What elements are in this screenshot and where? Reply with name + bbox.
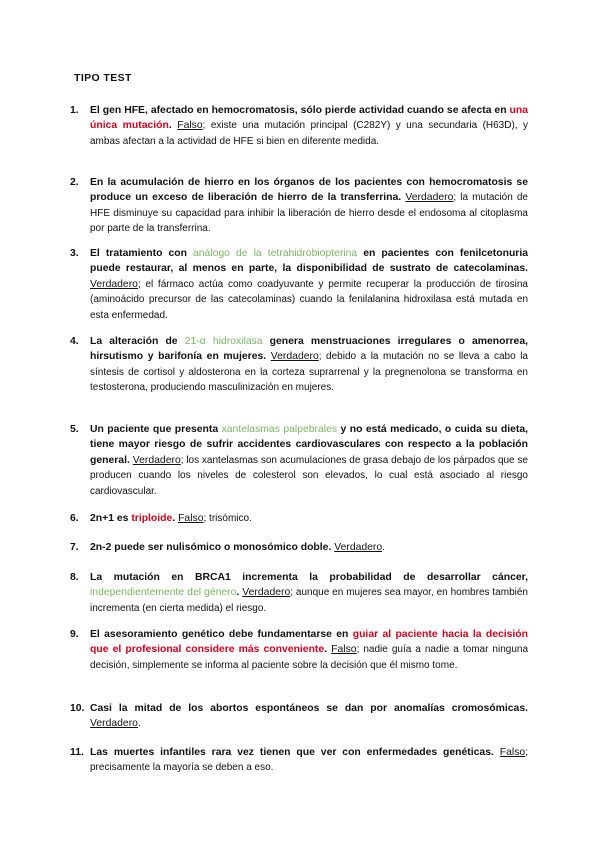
explanation: ; existe una mutación principal (C282Y) y una secundaria (H63D), y ambas afectan a la actividad de HFE si bien en diferente medida. [90, 120, 528, 147]
question-number: 1. [70, 105, 79, 116]
question-8 [70, 570, 528, 616]
highlight-green: xantelasmas palpebrales [221, 424, 338, 435]
answer-label: Verdadero [90, 718, 138, 730]
question-text: La alteración de [90, 336, 185, 347]
question-text-end: . [324, 644, 332, 656]
question-text: 2n-2 puede ser nulisómico o monosómico doble. [90, 542, 335, 553]
answer-label: Falso [331, 644, 357, 656]
answer-label: Verdadero [405, 192, 454, 204]
question-number: 11. [70, 747, 84, 758]
answer-label: Verdadero [334, 542, 383, 553]
question-text: El gen HFE, afectado en hemocromatosis, sólo pierde actividad cuando se afecta en [90, 105, 510, 116]
explanation: ; el fármaco actúa como coadyuvante y permite recuperar la producción de tirosina (aminoácido precursor de las catecolaminas) cuando la fenilalanina hidroxilasa está mutada en esta enfermedad. [90, 278, 528, 321]
page-title: TIPO TEST [74, 72, 132, 84]
question-number: 4. [70, 336, 79, 347]
answer-label: Verdadero [270, 351, 319, 363]
question-text: Un paciente que presenta [90, 424, 222, 435]
question-number: 7. [70, 542, 79, 553]
explanation: ; trisómico. [203, 513, 252, 524]
question-11 [70, 745, 528, 776]
explanation: ; los xantelasmas son acumulaciones de grasa debajo de los párpados que se producen cuando los niveles de colesterol son elevados, lo cual está asociado al riesgo cardiovascular. [90, 454, 528, 497]
question-2 [70, 175, 528, 237]
question-10 [70, 701, 528, 732]
highlight-red: triploide [131, 513, 173, 524]
question-text-end: . [172, 513, 179, 524]
question-text: En la acumulación de hierro en los órganos de los pacientes con hemocromatosis se produce un exceso de liberación de hierro de la transferrina. [90, 177, 528, 204]
answer-label: Verdadero [90, 278, 138, 290]
highlight-green: 21-α hidroxilasa [184, 336, 263, 347]
answer-label: Falso [499, 747, 526, 758]
question-text: Las muertes infantiles rara vez tienen que ver con enfermedades genéticas. [90, 747, 500, 758]
question-text: El asesoramiento genético debe fundamentarse en [90, 629, 353, 640]
question-number: 6. [70, 513, 79, 524]
question-text: El tratamiento con [90, 248, 193, 259]
question-5 [70, 422, 528, 499]
answer-label: Falso [177, 120, 203, 132]
question-text-end: . [168, 120, 178, 132]
question-number: 2. [70, 177, 79, 188]
question-text: La mutación en BRCA1 incrementa la probabilidad de desarrollar cáncer, [90, 572, 528, 583]
highlight-red: una única mutación [90, 105, 528, 132]
question-number: 5. [70, 424, 79, 435]
question-4 [70, 334, 528, 396]
question-text-end: y no está medicado, o cuida su dieta, tiene mayor riesgo de sufrir accidentes cardiovasculares con respecto a la población general. [90, 424, 528, 466]
question-number: 3. [70, 248, 79, 259]
explanation: . [137, 718, 141, 730]
question-text-end: . [236, 587, 243, 599]
answer-label: Falso [178, 513, 204, 524]
highlight-red: guiar al paciente hacia la decisión que el profesional considere más conveniente [90, 629, 528, 656]
explanation: ; debido a la mutación no se lleva a cabo la síntesis de cortisol y aldosterona en la corteza suprarrenal y la pregnenolona se transforma en testosterona, produciendo masculinización en mujeres. [90, 351, 528, 394]
question-text: Casi la mitad de los abortos espontáneos se dan por anomalías cromosómicas. [90, 703, 528, 714]
question-number: 10. [70, 703, 85, 714]
answer-label: Verdadero [132, 454, 181, 466]
explanation: ; la mutación de HFE disminuye su capacidad para inhibir la liberación de hierro desde el endosoma al citoplasma por parte de la transferrina. [90, 192, 528, 235]
question-3 [70, 246, 528, 323]
question-number: 9. [70, 629, 79, 640]
answer-label: Verdadero [242, 587, 291, 599]
explanation: ; nadie guía a nadie a tomar ninguna decisión, simplemente se informa al paciente sobre la decisión que él mismo tome. [90, 644, 529, 671]
question-number: 8. [70, 572, 79, 583]
highlight-green: independientemente del género [90, 587, 237, 599]
question-9 [70, 627, 529, 673]
highlight-green: análogo de la tetrahidrobiopterina [192, 248, 358, 259]
question-7 [70, 540, 528, 555]
explanation: . [382, 542, 385, 553]
explanation: ; precisamente la mayoría se deben a eso. [90, 747, 528, 774]
explanation: ; aunque en mujeres sea mayor, en hombres también incrementa (en cierta medida) el riesgo. [90, 587, 528, 614]
question-text-end: en pacientes con fenilcetonuria puede restaurar, al menos en parte, la disponibilidad de sustrato de catecolaminas. [90, 248, 528, 275]
question-1 [70, 103, 528, 149]
question-text-end: genera menstruaciones irregulares o amenorrea, hirsutismo y barifonía en mujeres. [90, 336, 528, 363]
question-text: 2n+1 es [90, 513, 132, 524]
question-6 [70, 511, 528, 526]
